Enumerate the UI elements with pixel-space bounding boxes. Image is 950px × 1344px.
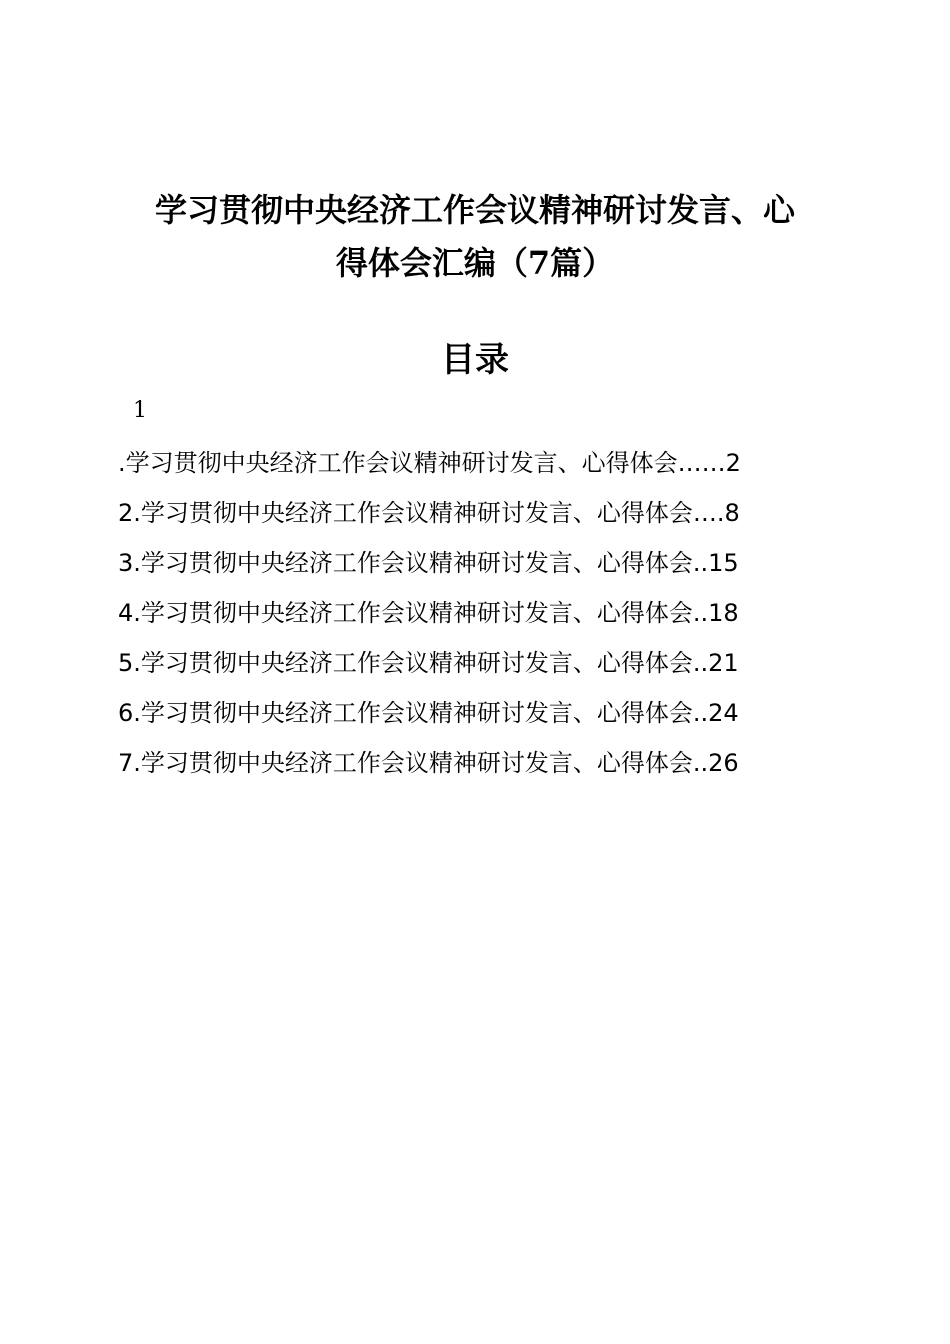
toc-item-6[interactable]: 6.学习贯彻中央经济工作会议精神研讨发言、心得体会..24	[118, 699, 739, 727]
toc-item-3[interactable]: 3.学习贯彻中央经济工作会议精神研讨发言、心得体会..15	[118, 549, 739, 577]
toc-item-2[interactable]: 2.学习贯彻中央经济工作会议精神研讨发言、心得体会….8	[118, 499, 740, 527]
document-title-line-2: 得体会汇编（7篇）	[335, 244, 615, 282]
toc-item-4[interactable]: 4.学习贯彻中央经济工作会议精神研讨发言、心得体会..18	[118, 599, 739, 627]
toc-heading: 目录	[441, 340, 509, 380]
toc-list	[118, 444, 788, 794]
toc-item-7[interactable]: 7.学习贯彻中央经济工作会议精神研讨发言、心得体会..26	[118, 749, 739, 777]
toc-item-1[interactable]: .学习贯彻中央经济工作会议精神研讨发言、心得体会……2	[118, 449, 741, 477]
document-title-line-1: 学习贯彻中央经济工作会议精神研讨发言、心	[154, 191, 795, 229]
toc-marker: 1	[133, 398, 147, 423]
toc-item-5[interactable]: 5.学习贯彻中央经济工作会议精神研讨发言、心得体会..21	[118, 649, 739, 677]
